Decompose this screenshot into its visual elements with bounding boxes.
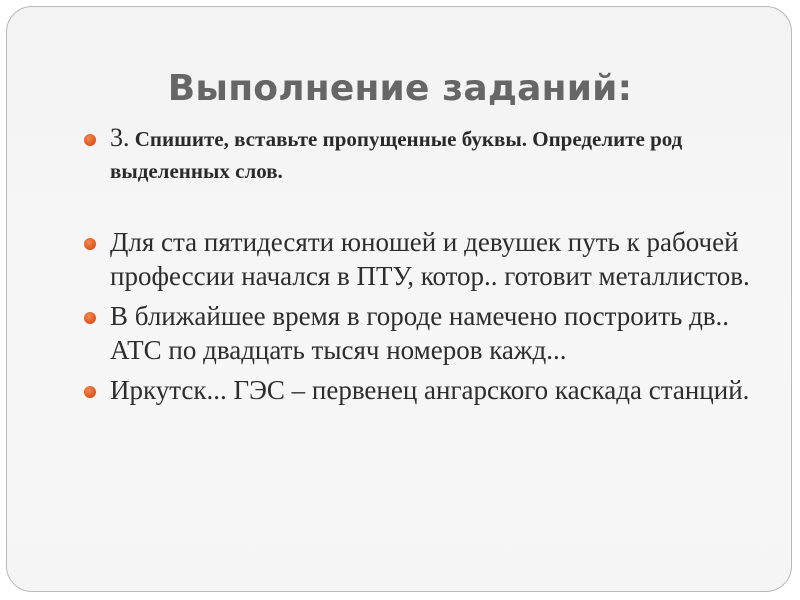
sentence-text-1: Для ста пятидесяти юношей и девушек путь к рабочей профессии начался в ПТУ, котор.. готовит металлистов. — [110, 227, 750, 291]
slide-title: Выполнение заданий: — [167, 68, 633, 109]
sentence-item-1 — [80, 225, 770, 293]
sentence-text-3: Иркутск... ГЭС – первенец ангарского каскада станций. — [110, 375, 750, 405]
orange-bullet-icon — [84, 386, 96, 398]
sentence-item-3 — [80, 373, 770, 407]
task-text: Спишите, вставьте пропущенные буквы. Определите род выделенных слов. — [110, 127, 683, 183]
sentence-item-2 — [80, 299, 770, 367]
orange-bullet-icon — [84, 134, 96, 146]
sentence-text-2: В ближайшее время в городе намечено построить дв.. АТС по двадцать тысяч номеров кажд... — [110, 301, 730, 365]
task-number: 3. — [110, 123, 130, 152]
slide-body — [80, 122, 770, 407]
orange-bullet-icon — [84, 312, 96, 324]
task-instruction — [80, 122, 770, 187]
orange-bullet-icon — [84, 238, 96, 250]
